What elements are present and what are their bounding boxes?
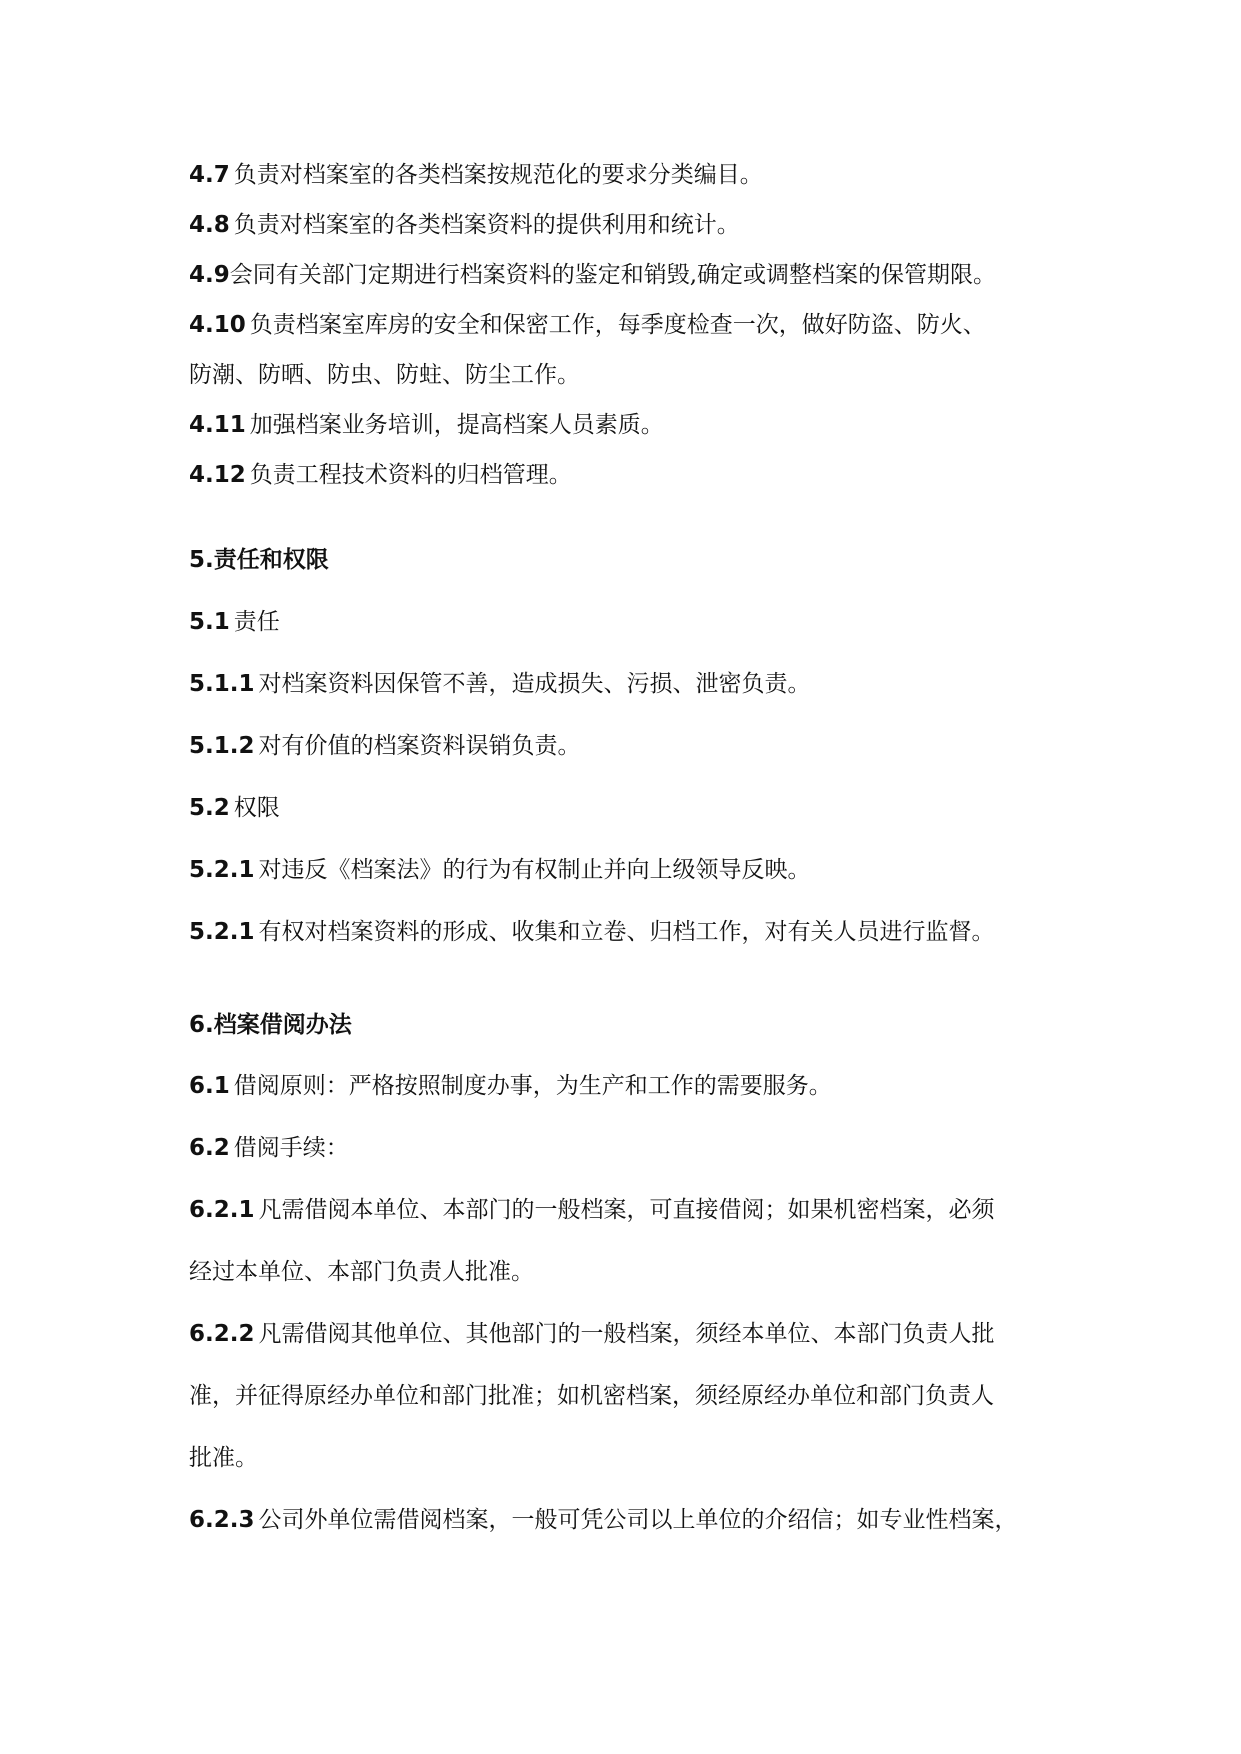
section-title: 档案借阅办法 — [213, 1012, 352, 1038]
paragraph-6-2-2-cont2 — [189, 1443, 258, 1473]
clause-number: 4.12 — [189, 462, 246, 488]
clause-text: 对违反《档案法》的行为有权制止并向上级领导反映。 — [258, 857, 811, 883]
paragraph-4-10-cont — [189, 360, 580, 390]
clause-number: 4.10 — [189, 312, 246, 338]
clause-number: 5.2 — [189, 795, 230, 821]
clause-number: 6.2 — [189, 1135, 230, 1161]
clause-text: 负责对档案室的各类档案资料的提供利用和统计。 — [233, 212, 740, 238]
clause-number: 4.9 — [189, 262, 230, 288]
clause-number: 5.1 — [189, 609, 230, 635]
clause-number: 5.2.1 — [189, 857, 255, 883]
clause-number: 5.1.2 — [189, 733, 255, 759]
clause-number: 5.1.1 — [189, 671, 255, 697]
paragraph-5-2 — [189, 793, 280, 823]
paragraph-6-1 — [189, 1071, 832, 1101]
paragraph-4-10 — [189, 310, 986, 340]
paragraph-4-8 — [189, 210, 740, 240]
paragraph-5-1-2 — [189, 731, 581, 761]
clause-text: 准，并征得原经办单位和部门批准；如机密档案，须经原经办单位和部门负责人 — [189, 1383, 994, 1409]
paragraph-6-2-1-cont — [189, 1257, 534, 1287]
section-number: 6. — [189, 1012, 214, 1038]
clause-number: 6.2.1 — [189, 1197, 255, 1223]
paragraph-6-2-3 — [189, 1505, 1018, 1535]
clause-number: 4.7 — [189, 162, 230, 188]
paragraph-4-9 — [189, 260, 996, 290]
section-number: 5. — [189, 547, 214, 573]
clause-text: 经过本单位、本部门负责人批准。 — [189, 1259, 534, 1285]
clause-number: 4.8 — [189, 212, 230, 238]
section-heading-5 — [189, 545, 329, 575]
clause-text: 对有价值的档案资料误销负责。 — [258, 733, 581, 759]
clause-text: 负责档案室库房的安全和保密工作，每季度检查一次，做好防盗、防火、 — [249, 312, 986, 338]
clause-number: 6.2.2 — [189, 1321, 255, 1347]
paragraph-4-11 — [189, 410, 664, 440]
paragraph-6-2-1 — [189, 1195, 995, 1225]
clause-text: 防潮、防晒、防虫、防蛀、防尘工作。 — [189, 362, 580, 388]
clause-text: 借阅手续： — [233, 1135, 349, 1161]
paragraph-4-7 — [189, 160, 763, 190]
paragraph-6-2 — [189, 1133, 349, 1163]
clause-number: 5.2.1 — [189, 919, 255, 945]
clause-text: 有权对档案资料的形成、收集和立卷、归档工作，对有关人员进行监督。 — [258, 919, 995, 945]
clause-number: 6.2.3 — [189, 1507, 255, 1533]
clause-text: 凡需借阅本单位、本部门的一般档案，可直接借阅；如果机密档案，必须 — [258, 1197, 995, 1223]
clause-text: 权限 — [233, 795, 280, 821]
clause-text: 会同有关部门定期进行档案资料的鉴定和销毁,确定或调整档案的保管期限。 — [229, 262, 997, 288]
paragraph-6-2-2-cont — [189, 1381, 994, 1411]
clause-text: 公司外单位需借阅档案，一般可凭公司以上单位的介绍信；如专业性档案， — [258, 1507, 1018, 1533]
clause-text: 对档案资料因保管不善，造成损失、污损、泄密负责。 — [258, 671, 811, 697]
paragraph-5-1-1 — [189, 669, 811, 699]
paragraph-6-2-2 — [189, 1319, 995, 1349]
paragraph-5-2-1 — [189, 855, 811, 885]
clause-number: 4.11 — [189, 412, 246, 438]
section-heading-6 — [189, 1010, 352, 1040]
clause-text: 负责对档案室的各类档案按规范化的要求分类编目。 — [233, 162, 763, 188]
clause-text: 负责工程技术资料的归档管理。 — [249, 462, 572, 488]
section-title: 责任和权限 — [213, 547, 329, 573]
clause-number: 6.1 — [189, 1073, 230, 1099]
paragraph-5-1 — [189, 607, 280, 637]
paragraph-4-12 — [189, 460, 572, 490]
paragraph-5-2-1b — [189, 917, 995, 947]
clause-text: 责任 — [233, 609, 280, 635]
clause-text: 借阅原则：严格按照制度办事，为生产和工作的需要服务。 — [233, 1073, 832, 1099]
clause-text: 加强档案业务培训，提高档案人员素质。 — [249, 412, 664, 438]
clause-text: 凡需借阅其他单位、其他部门的一般档案，须经本单位、本部门负责人批 — [258, 1321, 995, 1347]
clause-text: 批准。 — [189, 1445, 258, 1471]
